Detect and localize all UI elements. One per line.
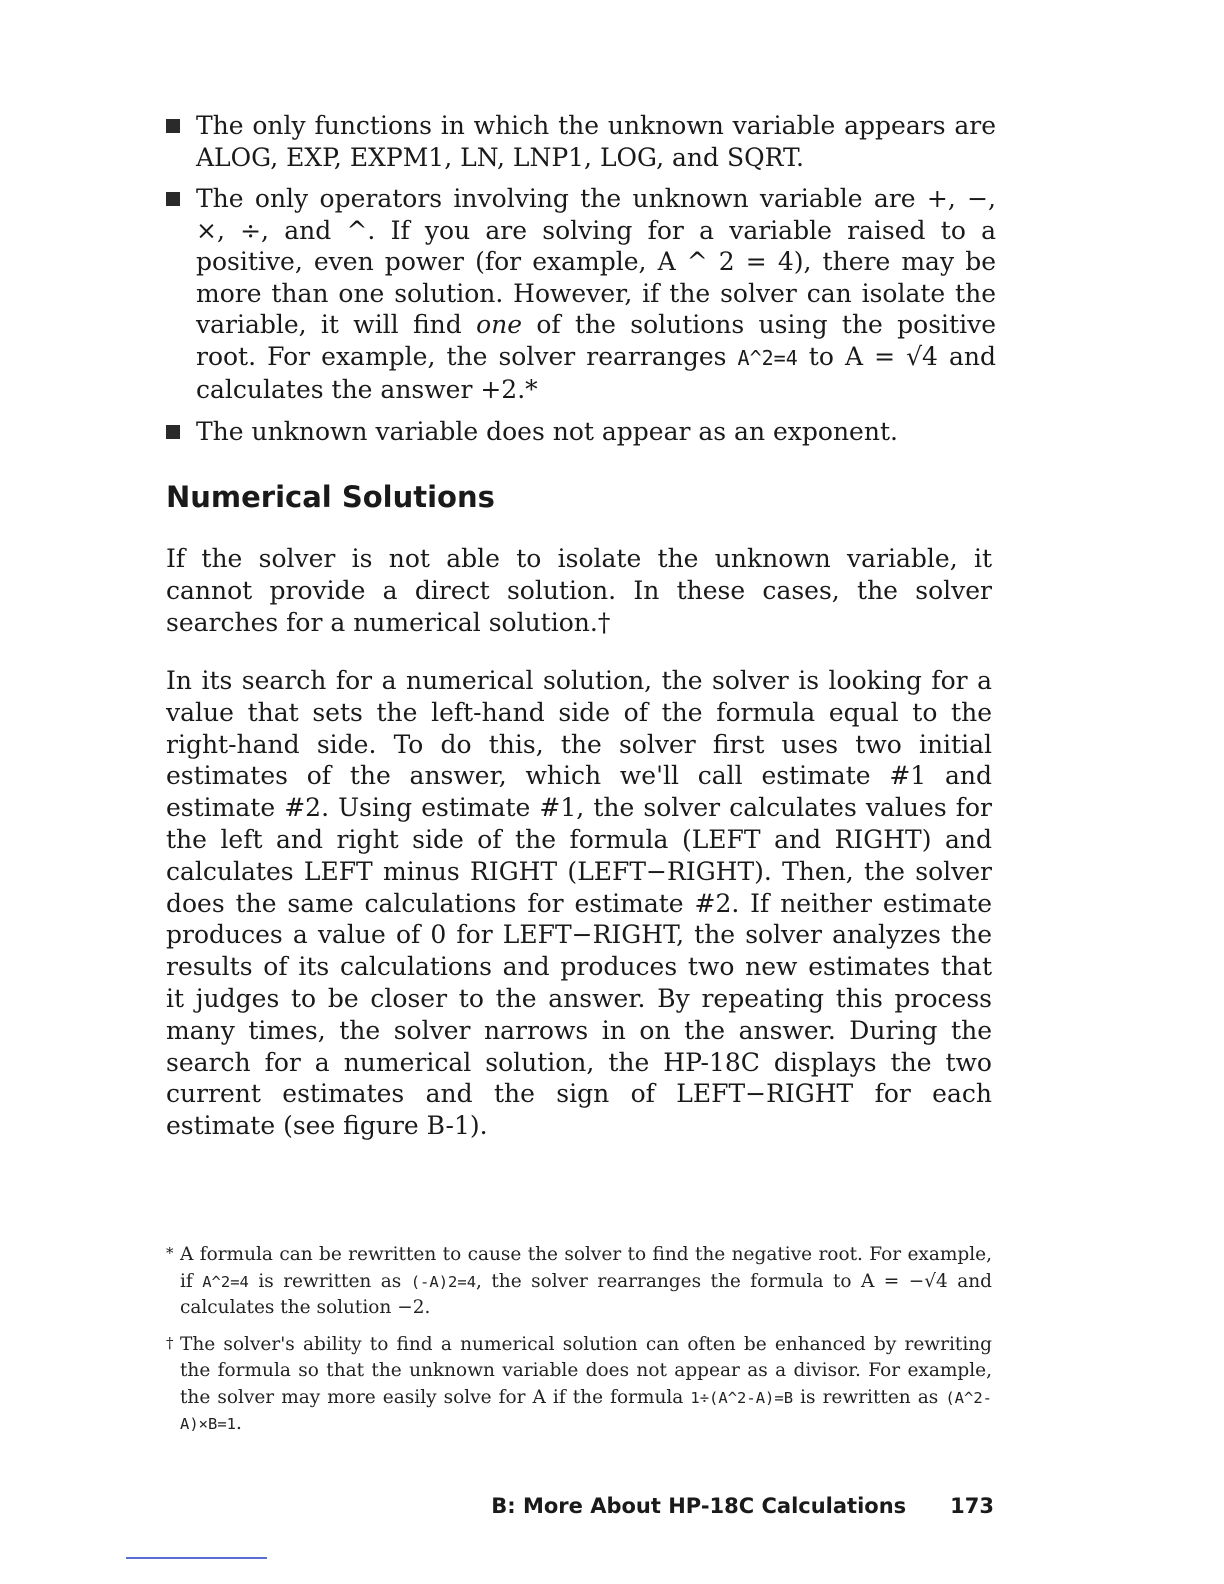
footnote-text: The solver's ability to find a numerical solution can often be enhanced by rewriting the formula so that the unknown variable does not appear as a divisor. For example, the solver may more easily solve for A if the formula <box>180 1333 992 1408</box>
footnotes <box>166 1242 992 1448</box>
bullet-item <box>166 110 996 173</box>
code-text: (-A)2=4 <box>410 1272 477 1291</box>
footnote-text: , the solver rearranges the formula to A = −√4 and calculates the solution −2. <box>180 1270 992 1318</box>
footer-title: B: More About HP-18C Calculations <box>491 1494 907 1518</box>
emphasis-text: one <box>476 310 523 339</box>
page-number: 173 <box>950 1494 994 1518</box>
footnote-text: is rewritten as <box>793 1386 946 1408</box>
divider-line <box>126 1557 267 1559</box>
code-text: (A^2-A)×B=1 <box>180 1388 992 1433</box>
bullet-text: of the solutions using the positive root. For example, the solver rearranges <box>196 310 996 371</box>
footnote-mark: * <box>166 1244 174 1262</box>
footnote-text: is rewritten as <box>248 1270 411 1292</box>
code-text: 1÷(A^2-A)=B <box>690 1388 794 1407</box>
paragraph-intro: If the solver is not able to isolate the unknown variable, it cannot provide a direct solution. In these cases, the solver searches for a numerical solution.† <box>166 544 992 637</box>
bullet-item <box>166 416 996 448</box>
page-footer <box>491 1494 994 1518</box>
bullet-text: The unknown variable does not appear as an exponent. <box>196 416 898 446</box>
footnote-mark: † <box>166 1333 174 1352</box>
section-heading: Numerical Solutions <box>166 480 495 514</box>
square-bullet-icon <box>166 425 180 439</box>
bullet-list <box>166 110 996 457</box>
code-text: A^2=4 <box>202 1272 249 1291</box>
paragraph-search: In its search for a numerical solution, the solver is looking for a value that sets the left-hand side of the formula equal to the right-hand side. To do this, the solver first uses two initial estimates of the answer, which we'll call estimate #1 and estimate #2. Using estimate #1, the solver calculates values for the left and right side of the formula (LEFT and RIGHT) and calculates LEFT minus RIGHT (LEFT−RIGHT). Then, the solver does the same calculations for estimate #2. If neither estimate produces a value of 0 for LEFT−RIGHT, the solver analyzes the results of its calculations and produces two new estimates that it judges to be closer to the answer. By repeating this process many times, the solver narrows in on the answer. During the search for a numerical solution, the HP-18C displays the two current estimates and the sign of LEFT−RIGHT for each estimate (see figure B-1). <box>166 666 992 1141</box>
square-bullet-icon <box>166 119 180 133</box>
bullet-item <box>166 183 996 406</box>
square-bullet-icon <box>166 192 180 206</box>
footnote <box>166 1332 992 1438</box>
bullet-text: The only operators involving the unknown variable are +, −, ×, ÷, and ^. If you are solving for a variable raised to a positive, even power (for example, A ^ 2 = 4), there may be more than one solution. However, if the solver can isolate the variable, it will find <box>196 184 996 339</box>
footnote-text: A formula can be rewritten to cause the solver to find the negative root. For example, if <box>180 1244 992 1292</box>
bullet-text: to A = √4 and calculates the answer +2.* <box>196 341 997 404</box>
bullet-text: The only functions in which the unknown variable appears are ALOG, EXP, EXPM1, LN, LNP1, LOG, and SQRT. <box>196 111 996 172</box>
footnote <box>166 1242 992 1322</box>
code-text: A^2=4 <box>737 345 798 370</box>
footnote-text: . <box>236 1413 242 1434</box>
